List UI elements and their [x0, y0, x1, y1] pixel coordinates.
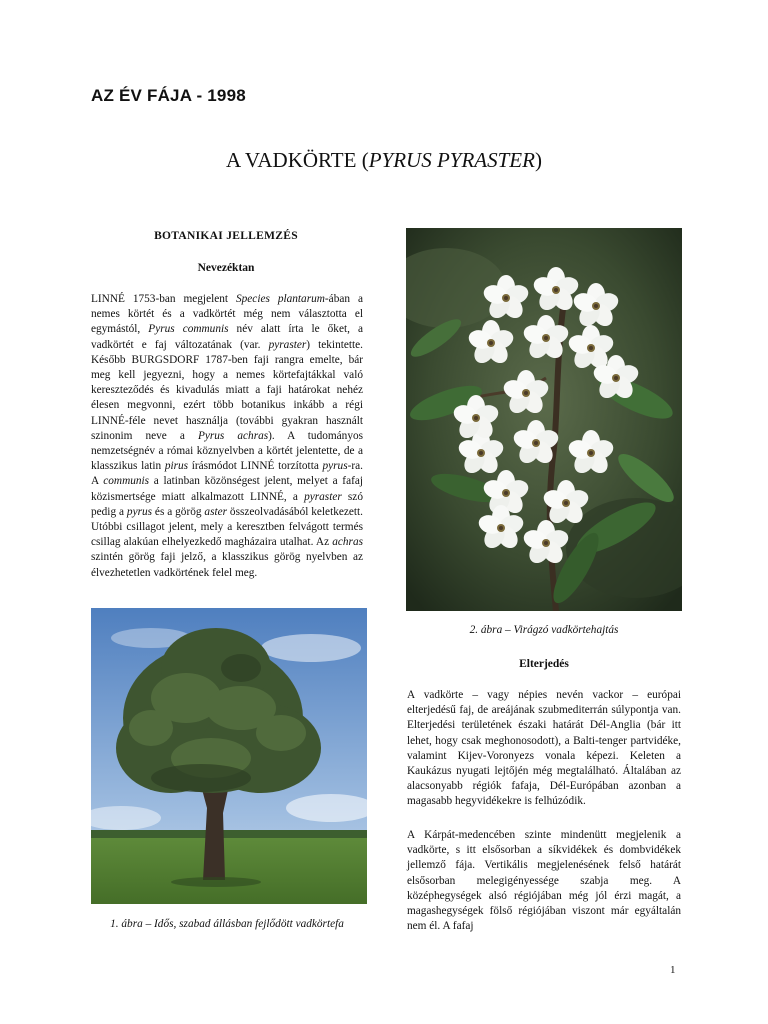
title-latin-name: PYRUS PYRASTER: [368, 148, 535, 172]
title-prefix: A VADKÖRTE (: [226, 148, 369, 172]
distribution-paragraph-1: A vadkörte – vagy népies nevén vackor – európai elterjedésű faj, de areájának szubmediterrán súlypontja van. Elterjedési területének északi határát Dél-Anglia (bár itt lehet, hogy csak meghonosodott), a Balti-tenger partvidéke, valamint Kijev-Voronyezs vonala képezi. Keleten a Kaukázus nyugati lejtőjén még megtalálható. Általában az alacsonyabb régiók fafaja, Dél-Európában azonban a magasabb hegyvidékekre is felhúzódik.: [407, 689, 681, 808]
figure-2-caption: 2. ábra – Virágzó vadkörtehajtás: [469, 624, 619, 636]
figure-1-caption: 1. ábra – Idős, szabad állásban fejlődött vadkörtefa: [110, 918, 344, 930]
section-heading: BOTANIKAI JELLEMZÉS: [154, 230, 298, 242]
distribution-heading: Elterjedés: [519, 658, 569, 670]
distribution-paragraph-2: A Kárpát-medencében szinte mindenütt megjelenik a vadkörte, s itt elsősorban a síkvidékek és dombvidékek jellemző fája. Vertikális megjelenésének felső határát elsősorban melegigényessége szabja meg. A középhegységek alsó régiójában még jól érzi magát, a magashegységek fölső régiójában viszont már egyáltalán nem él. A fafaj: [407, 829, 681, 933]
series-heading: AZ ÉV FÁJA - 1998: [91, 86, 246, 105]
page-number: 1: [670, 964, 676, 976]
pear-blossom-photo: [406, 228, 682, 611]
title-suffix: ): [534, 148, 542, 172]
pear-tree-photo: [91, 608, 367, 904]
article-title: [0, 148, 768, 173]
subsection-heading: Nevezéktan: [197, 262, 255, 274]
nomenclature-paragraph: LINNÉ 1753-ban megjelent Species plantarum-ában a nemes körtét és a vadkörtét még nem választotta el egymástól, Pyrus communis név alatt írta le őket, a vadkörtét e faj változatának (var. pyraster) tekintette. Később BURGSDORF 1787-ben faji rangra emelte, bár meg kell jegyezni, hogy a nemes körtefajtákkal való kereszteződés és kivadulás miatt a faji határokat nehéz élesen megvonni, ezért több botanikus inkább a régi LINNÉ-féle nevet használja (további gyakran használt szinonim neve a Pyrus achras). A tudományos nemzetségnév a római köznyelvben a körtét jelentette, de a klasszikus latin pirus írásmódot LINNÉ torzította pyrus-ra. A communis a latinban közönségest jelent, melyet a fafaj közismertsége miatt alkalmazott LINNÉ, a pyraster szó pedig a pyrus és a görög aster összeolvadásából keletkezett. Utóbbi csillagot jelent, mely a keresztben felvágott termés csillag alakúan elhelyezkedő magházaira utalhat. Az achras szintén görög faji jelző, a klasszikus görög nyelvben az élvezhetetlen vadkörtének felel meg.: [91, 293, 364, 579]
